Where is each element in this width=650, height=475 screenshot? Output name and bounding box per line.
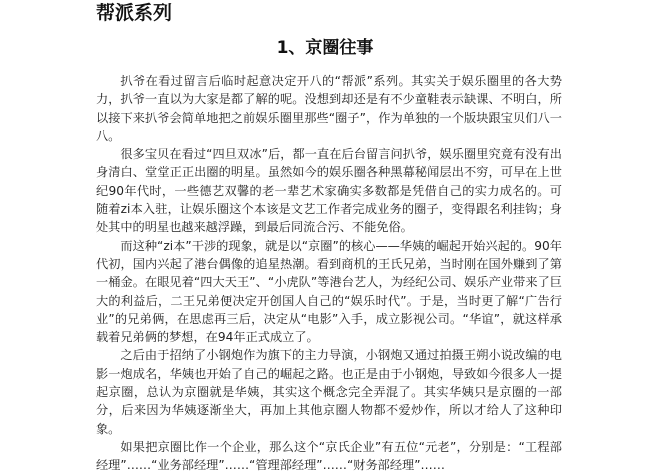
section-title: 帮派系列 bbox=[96, 2, 173, 24]
paragraph: 之后由于招纳了小钢炮作为旗下的主力导演，小钢炮又通过拍摄王朔小说改编的电影一炮成名，华姨也开始了自己的崛起之路。也正是由于小钢炮，导致如今很多人一提起京圈，总认为京圈就是华姨，其实这个概念完全弄混了。其实华姨只是京圈的一部分，后来因为华姨逐渐坐大，再加上其他京圈人物都不爱炒作，所以才给人了这种印象。 bbox=[96, 348, 562, 436]
paragraph: 如果把京圈比作一个企业，那么这个“京氏企业”有五位“元老”，分别是：“工程部经理”……“业务部经理”……“管理部经理”……“财务部经理”…… bbox=[96, 439, 562, 473]
paragraph: 而这种“zi本”干涉的现象，就是以“京圈”的核心——华姨的崛起开始兴起的。90年代初，国内兴起了港台偶像的追星热潮。看到商机的王氏兄弟，当时刚在国外赚到了第一桶金。在眼见着“四大天王”、“小虎队”等港台艺人，为经纪公司、娱乐产业带来了巨大的利益后，二王兄弟便决定开创国人自己的“娱乐时代”。于是，当时更了解“广告行业”的兄弟俩，在思虑再三后，决定从“电影”入手，成立影视公司。“华谊”，就这样承载着兄弟俩的梦想，在94年正式成立了。 bbox=[96, 238, 562, 345]
paragraph: 扒爷在看过留言后临时起意决定开八的“帮派”系列。其实关于娱乐圈里的各大势力，扒爷一直以为大家是都了解的呢。没想到却还是有不少童鞋表示缺课、不明白，所以接下来扒爷会简单地把之前娱乐圈里那些“圈子”，作为单独的一个版块跟宝贝们八一八。 bbox=[96, 74, 562, 143]
article-body bbox=[96, 72, 562, 475]
chapter-title: 1、京圈往事 bbox=[276, 38, 374, 58]
paragraph: 很多宝贝在看过“四旦双冰”后，都一直在后台留言问扒爷，娱乐圈里究竟有没有出身清白、堂堂正正出圈的明星。虽然如今的娱乐圈各种黑幕秘闻层出不穷，可早在上世纪90年代时，一些德艺双馨的老一辈艺术家确实多数都是凭借自己的实力成名的。可随着zi本入驻，让娱乐圈这个本该是文艺工作者完成业务的圈子，变得跟名利挂钩；身处其中的明星也越来越浮躁，到最后同流合污、不能免俗。 bbox=[96, 147, 562, 235]
